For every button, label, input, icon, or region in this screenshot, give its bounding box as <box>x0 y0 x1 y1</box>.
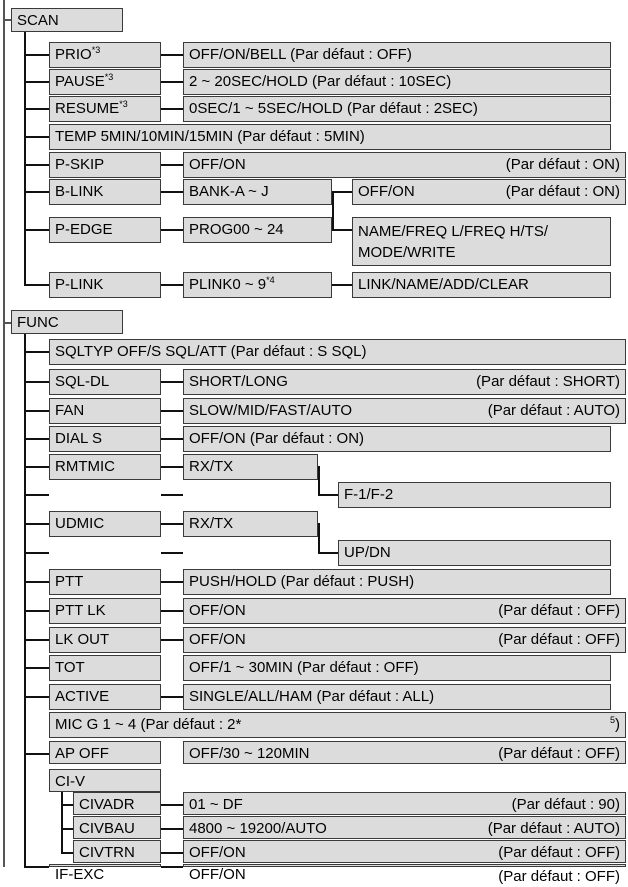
item-name: IF-EXC <box>55 866 105 883</box>
connector <box>24 438 49 440</box>
item-value: OFF/ON <box>189 866 246 883</box>
value-sql-dl <box>183 369 626 395</box>
scan-label: SCAN <box>17 12 59 29</box>
default-value: (Par défaut : OFF) <box>498 844 620 861</box>
menu-item-ptt <box>49 569 161 595</box>
connector <box>24 466 49 468</box>
connector <box>318 552 338 554</box>
default-value: (Par défaut : 90) <box>511 796 620 813</box>
connector <box>24 523 49 525</box>
value-udmic <box>183 511 318 537</box>
value-rmtmic <box>183 454 318 480</box>
default-value: (Par défaut : AUTO) <box>487 820 620 837</box>
connector <box>161 108 183 110</box>
connector <box>24 381 49 383</box>
closing-paren: ) <box>615 716 620 733</box>
connector <box>161 866 183 868</box>
connector <box>61 852 73 854</box>
connector <box>24 581 49 583</box>
connector <box>61 804 73 806</box>
value-ap-off <box>183 741 626 764</box>
footnote-mark: 5 <box>609 715 615 725</box>
menu-item-active <box>49 684 161 710</box>
connector <box>24 191 49 193</box>
value-ptt <box>183 569 611 595</box>
value-if-exc <box>183 864 626 885</box>
connector <box>318 466 320 496</box>
connector <box>161 438 183 440</box>
connector <box>24 351 49 353</box>
item-name: AP OFF <box>55 745 109 762</box>
item-value: OFF/ON <box>189 844 246 861</box>
connector <box>161 581 183 583</box>
menu-item-ci-v <box>49 769 161 792</box>
connector <box>161 523 183 525</box>
item-name: UDMIC <box>55 515 105 532</box>
menu-item-sqltyp <box>49 339 626 365</box>
default-value: (Par défaut : ON) <box>505 156 620 173</box>
connector <box>161 381 183 383</box>
item-value: PLINK0 ~ 9 <box>189 276 267 293</box>
sub-value-p-link <box>352 272 611 298</box>
connector <box>3 19 11 21</box>
sub-value-udmic <box>338 540 611 566</box>
connector <box>161 552 183 554</box>
connector <box>161 828 183 830</box>
menu-item-b-link <box>49 179 161 205</box>
item-name: P-EDGE <box>55 221 113 238</box>
menu-item-temp <box>49 124 611 150</box>
connector <box>161 696 183 698</box>
menu-item-resume <box>49 96 161 122</box>
menu-item-sql-dl <box>49 369 161 395</box>
item-sub-value: F-1/F-2 <box>344 486 394 503</box>
value-p-edge <box>183 217 332 243</box>
connector <box>161 164 183 166</box>
item-value: SINGLE/ALL/HAM (Par défaut : ALL) <box>189 688 435 705</box>
value-active <box>183 684 611 710</box>
item-name: CIVBAU <box>79 820 135 837</box>
value-civtrn <box>183 840 626 863</box>
footnote-mark: *4 <box>266 275 275 285</box>
connector <box>24 410 49 412</box>
connector <box>24 108 49 110</box>
menu-item-tot <box>49 655 161 681</box>
item-value: OFF/30 ~ 120MIN <box>189 745 310 762</box>
item-value: 2 ~ 20SEC/HOLD (Par défaut : 10SEC) <box>189 73 452 90</box>
value-prio <box>183 42 611 68</box>
footnote-mark: *3 <box>119 99 128 109</box>
value-p-link <box>183 272 332 298</box>
connector <box>332 191 352 193</box>
item-name: SQLTYP OFF/S SQL/ATT (Par défaut : S SQL) <box>55 343 367 360</box>
value-lk-out <box>183 627 626 653</box>
connector <box>24 696 49 698</box>
item-value: RX/TX <box>189 458 234 475</box>
connector <box>24 753 49 755</box>
connector <box>161 804 183 806</box>
default-value: (Par défaut : AUTO) <box>487 402 620 419</box>
item-sub-value: LINK/NAME/ADD/CLEAR <box>358 276 529 293</box>
menu-item-ap-off <box>49 741 161 764</box>
item-name: RESUME <box>55 100 120 117</box>
menu-item-rmtmic <box>49 454 161 480</box>
item-name: TEMP 5MIN/10MIN/15MIN (Par défaut : 5MIN) <box>55 128 365 145</box>
item-name: SQL-DL <box>55 373 110 390</box>
item-name: B-LINK <box>55 183 104 200</box>
menu-item-mic-g <box>49 712 626 738</box>
value-fan <box>183 398 626 424</box>
connector <box>318 494 338 496</box>
item-name: RMTMIC <box>55 458 115 475</box>
item-name: LK OUT <box>55 631 110 648</box>
item-name: TOT <box>55 659 85 676</box>
connector <box>161 410 183 412</box>
default-value: (Par défaut : ON) <box>505 183 620 200</box>
item-value: SHORT/LONG <box>189 373 288 390</box>
value-ptt-lk <box>183 598 626 624</box>
footnote-mark: *3 <box>104 72 114 82</box>
func-label: FUNC <box>17 314 59 331</box>
menu-item-ptt-lk <box>49 598 161 624</box>
sub-value-b-link <box>352 179 626 205</box>
item-value: 4800 ~ 19200/AUTO <box>189 820 327 837</box>
connector <box>332 191 334 231</box>
value-resume <box>183 96 611 122</box>
connector <box>24 54 49 56</box>
outer-spine <box>3 0 5 867</box>
connector <box>161 639 183 641</box>
value-civadr <box>183 792 626 815</box>
item-name: P-SKIP <box>55 156 105 173</box>
scan-spine <box>24 30 26 286</box>
menu-item-p-edge <box>49 217 161 243</box>
func-spine <box>24 334 26 867</box>
sub-value-rmtmic <box>338 482 611 508</box>
menu-item-p-skip <box>49 152 161 178</box>
connector <box>24 866 49 868</box>
scan-header <box>11 8 123 32</box>
item-value: 01 ~ DF <box>189 796 243 813</box>
item-name: ACTIVE <box>55 688 110 705</box>
connector <box>161 284 183 286</box>
menu-item-civadr <box>73 792 161 815</box>
connector <box>161 494 183 496</box>
connector <box>24 164 49 166</box>
item-name: CI-V <box>55 773 85 790</box>
menu-item-fan <box>49 398 161 424</box>
connector <box>24 552 49 554</box>
footnote-end <box>610 715 620 735</box>
item-value: RX/TX <box>189 515 234 532</box>
sub-value-p-edge <box>352 217 611 266</box>
item-value: OFF/ON/BELL (Par défaut : OFF) <box>189 46 412 63</box>
footnote-mark: *3 <box>91 45 101 55</box>
value-p-skip <box>183 152 626 178</box>
menu-item-p-link <box>49 272 161 298</box>
default-value: (Par défaut : OFF) <box>498 631 620 648</box>
default-value: (Par défaut : OFF) <box>498 602 620 619</box>
value-pause <box>183 69 611 95</box>
item-name: MIC G 1 ~ 4 (Par défaut : 2* <box>55 716 242 733</box>
menu-item-pause <box>49 69 161 95</box>
connector <box>161 54 183 56</box>
menu-item-civtrn <box>73 840 161 863</box>
connector <box>24 667 49 669</box>
item-name: FAN <box>55 402 85 419</box>
connector <box>332 229 352 231</box>
connector <box>24 136 49 138</box>
default-value: (Par défaut : SHORT) <box>476 373 620 390</box>
value-b-link <box>183 179 332 205</box>
connector <box>61 828 73 830</box>
connector <box>24 229 49 231</box>
item-value: OFF/1 ~ 30MIN (Par défaut : OFF) <box>189 659 419 676</box>
item-value: OFF/ON <box>189 156 246 173</box>
connector <box>24 284 49 286</box>
menu-item-civbau <box>73 816 161 839</box>
value-tot <box>183 655 611 681</box>
connector <box>24 639 49 641</box>
connector <box>161 81 183 83</box>
connector <box>161 466 183 468</box>
item-sub-value: OFF/ON <box>358 183 415 200</box>
menu-item-if-exc <box>49 864 161 883</box>
item-value: BANK-A ~ J <box>189 183 269 200</box>
item-name: P-LINK <box>55 276 104 293</box>
default-value: (Par défaut : OFF) <box>498 745 620 762</box>
item-value: OFF/ON <box>189 602 246 619</box>
func-header <box>11 310 123 334</box>
menu-item-prio <box>49 42 161 68</box>
value-civbau <box>183 816 626 839</box>
connector <box>161 852 183 854</box>
item-name: PAUSE <box>55 73 105 90</box>
civ-spine <box>61 792 63 854</box>
connector <box>24 610 49 612</box>
menu-item-lk-out <box>49 627 161 653</box>
connector <box>161 610 183 612</box>
connector <box>3 322 11 324</box>
item-sub-value: UP/DN <box>344 544 391 561</box>
item-value: PROG00 ~ 24 <box>189 221 284 238</box>
item-value: SLOW/MID/FAST/AUTO <box>189 402 353 419</box>
connector <box>24 81 49 83</box>
item-name: PTT <box>55 573 84 590</box>
item-value: 0SEC/1 ~ 5SEC/HOLD (Par défaut : 2SEC) <box>189 100 478 117</box>
item-value: PUSH/HOLD (Par défaut : PUSH) <box>189 573 415 590</box>
connector <box>161 191 183 193</box>
value-dial-s <box>183 426 611 452</box>
item-name: PRIO <box>55 46 92 63</box>
menu-item-dial-s <box>49 426 161 452</box>
default-value: (Par défaut : OFF) <box>498 868 620 885</box>
item-name: CIVTRN <box>79 844 135 861</box>
connector <box>161 229 183 231</box>
connector <box>318 523 320 553</box>
item-name: CIVADR <box>79 796 135 813</box>
item-value: OFF/ON (Par défaut : ON) <box>189 430 365 447</box>
item-name: DIAL S <box>55 430 102 447</box>
item-name: PTT LK <box>55 602 106 619</box>
item-value: OFF/ON <box>189 631 246 648</box>
menu-item-udmic <box>49 511 161 537</box>
connector <box>332 284 352 286</box>
item-sub-value: NAME/FREQ L/FREQ H/TS/ MODE/WRITE <box>358 223 549 261</box>
connector <box>24 494 49 496</box>
